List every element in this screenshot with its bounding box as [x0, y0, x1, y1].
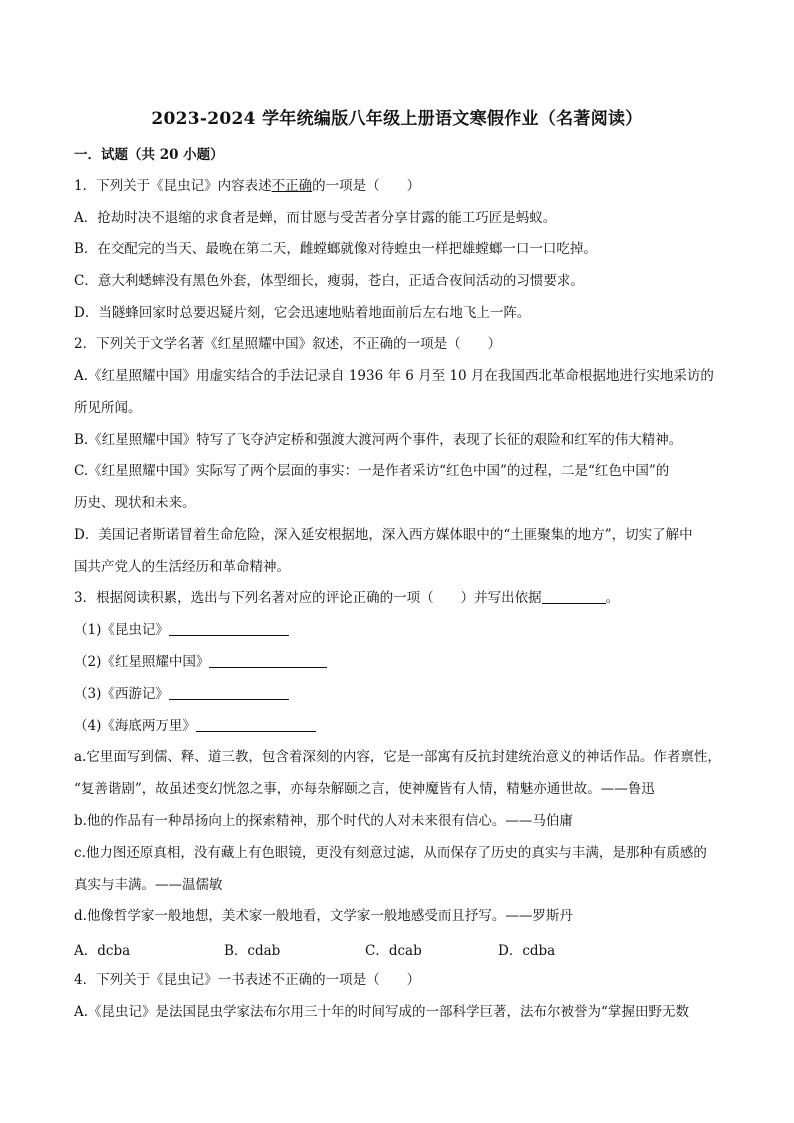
q3-stem-a: 3．根据阅读积累，选出与下列名著对应的评论正确的一项（ ）并写出依据 — [74, 590, 542, 606]
q2-option-c-line2: 历史、现状和未来。 — [74, 495, 196, 511]
q2-option-d-line1: D．美国记者斯诺冒着生命危险，深入延安根据地，深入西方媒体眼中的“土匪聚集的地方”，切实了解中 — [74, 527, 693, 543]
q3-comment-c-line2: 真实与丰满。——温儒敏 — [74, 877, 223, 893]
q3-item-3-label: （3)《西游记》 — [74, 686, 169, 702]
question-3-stem — [74, 589, 744, 607]
q3-item-4-label: （4)《海底两万里》 — [74, 718, 196, 734]
q4-option-a-line1: A.《昆虫记》是法国昆虫学家法布尔用三十年的时间写成的一部科学巨著，法布尔被誉为“掌握田野无数 — [74, 1004, 689, 1020]
q1-option-d: D．当隧蜂回家时总要迟疑片刻，它会迅速地贴着地面前后左右地飞上一阵。 — [74, 305, 531, 321]
q3-option-d[interactable]: D．cdba — [498, 943, 556, 959]
q1-stem-b: 的一项是（ ） — [312, 178, 421, 194]
q3-item-1-label: （1)《昆虫记》 — [74, 622, 169, 638]
q3-comment-d: d.他像哲学家一般地想，美术家一般地看，文学家一般地感受而且抒写。——罗斯丹 — [74, 908, 573, 924]
q3-item-4-blank[interactable] — [196, 717, 316, 732]
question-2-stem: 2．下列关于文学名著《红星照耀中国》叙述，不正确的一项是（ ） — [74, 336, 502, 352]
q3-item-2 — [74, 653, 744, 671]
question-4-stem: 4．下列关于《昆虫记》一书表述不正确的一项是（ ） — [74, 972, 421, 988]
q3-comment-a-line2: “复善谐剧”，故虽述变幻恍忽之事，亦每杂解颐之言，使神魔皆有人情，精魅亦通世故。——鲁迅 — [74, 781, 655, 797]
q3-item-4 — [74, 717, 744, 735]
q1-stem-a: 1．下列关于《昆虫记》内容表述 — [74, 178, 272, 194]
q3-comment-a-line1: a.它里面写到儒、释、道三教，包含着深刻的内容，它是一部寓有反抗封建统治意义的神话作品。作者禀性， — [74, 749, 721, 765]
q3-option-a[interactable]: A．dcba — [74, 943, 131, 959]
q2-option-a-line2: 所见所闻。 — [74, 400, 142, 416]
q3-item-2-blank[interactable] — [209, 653, 327, 668]
q1-stem-underlined: 不正确 — [271, 178, 313, 194]
page-title: 2023-2024 学年统编版八年级上册语文寒假作业（名著阅读） — [151, 109, 643, 129]
q3-comment-c-line1: c.他力图还原真相，没有藏上有色眼镜，更没有刻意过滤，从而保存了历史的真实与丰满，是那种有质感的 — [74, 845, 707, 861]
question-1-stem — [74, 177, 744, 195]
q3-item-1-blank[interactable] — [169, 621, 289, 636]
q3-item-1 — [74, 621, 744, 639]
q3-item-2-label: （2)《红星照耀中国》 — [74, 654, 210, 670]
q3-item-3 — [74, 685, 744, 703]
q2-option-b: B.《红星照耀中国》特写了飞夺泸定桥和强渡大渡河两个事件，表现了长征的艰险和红军的伟大精神。 — [74, 432, 683, 448]
q2-option-d-line2: 国共产党人的生活经历和革命精神。 — [74, 559, 290, 575]
section-heading: 一．试题（共 20 小题） — [74, 147, 224, 163]
q3-comment-b: b.他的作品有一种昂扬向上的探索精神，那个时代的人对未来很有信心。——马伯庸 — [74, 813, 573, 829]
q2-option-a-line1: A.《红星照耀中国》用虚实结合的手法记录自 1936 年 6 月至 10 月在我国西北革命根据地进行实地采访的 — [74, 368, 714, 384]
q2-option-c-line1: C.《红星照耀中国》实际写了两个层面的事实：一是作者采访“红色中国”的过程，二是“红色中国”的 — [74, 463, 670, 479]
q1-option-c: C．意大利蟋蟀没有黑色外套，体型细长，瘦弱，苍白，正适合夜间活动的习惯要求。 — [74, 273, 584, 289]
q3-stem-b: 。 — [605, 590, 620, 606]
q3-option-b[interactable]: B．cdab — [224, 943, 281, 959]
q1-option-b: B．在交配完的当天、最晚在第二天，雌螳螂就像对待蝗虫一样把雄螳螂一口一口吃掉。 — [74, 241, 597, 257]
q3-answer-blank[interactable] — [542, 589, 606, 604]
q3-option-c[interactable]: C．dcab — [365, 943, 422, 959]
q3-item-3-blank[interactable] — [169, 685, 289, 700]
q1-option-a: A．抢劫时决不退缩的求食者是蝉，而甘愿与受苦者分享甘露的能工巧匠是蚂蚁。 — [74, 210, 557, 226]
